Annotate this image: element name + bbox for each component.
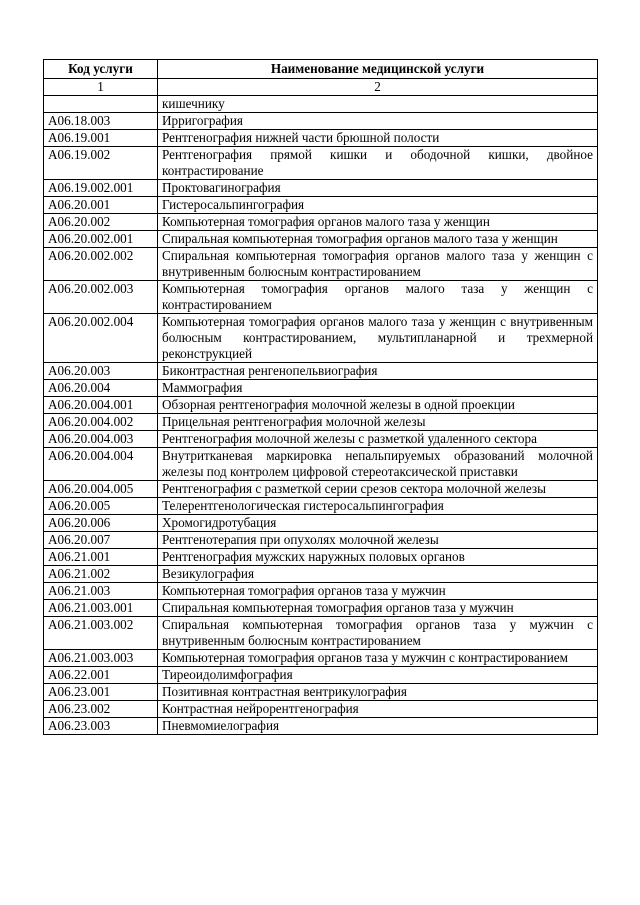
table-row — [44, 566, 598, 583]
service-name: Контрастная нейрорентгенография — [158, 701, 598, 718]
table-row — [44, 414, 598, 431]
service-code: A06.23.001 — [44, 684, 158, 701]
service-code: A06.21.003.002 — [44, 617, 158, 650]
service-code: A06.20.003 — [44, 363, 158, 380]
table-row — [44, 113, 598, 130]
service-name: Телерентгенологическая гистеросальпингография — [158, 498, 598, 515]
table-row — [44, 147, 598, 180]
service-name: Компьютерная томография органов таза у мужчин — [158, 583, 598, 600]
service-name: Маммография — [158, 380, 598, 397]
service-name: кишечнику — [158, 96, 598, 113]
table-row — [44, 515, 598, 532]
service-name: Компьютерная томография органов малого таза у женщин с внутривенным болюсным контрастированием, мультипланарной и трехмерной реконструкцией — [158, 314, 598, 363]
table-body — [44, 96, 598, 735]
service-code: A06.20.004.004 — [44, 448, 158, 481]
service-name: Рентгенография прямой кишки и ободочной кишки, двойное контрастирование — [158, 147, 598, 180]
service-name: Компьютерная томография органов таза у мужчин с контрастированием — [158, 650, 598, 667]
table-row — [44, 314, 598, 363]
service-code: A06.20.004 — [44, 380, 158, 397]
service-code: A06.21.003.003 — [44, 650, 158, 667]
service-name: Пневмомиелография — [158, 718, 598, 735]
table-row — [44, 248, 598, 281]
table-row — [44, 583, 598, 600]
service-name: Спиральная компьютерная томография органов малого таза у женщин — [158, 231, 598, 248]
service-name: Биконтрастная ренгенопельвиография — [158, 363, 598, 380]
service-code: A06.20.002 — [44, 214, 158, 231]
service-name: Везикулография — [158, 566, 598, 583]
service-code: A06.20.007 — [44, 532, 158, 549]
service-name: Гистеросальпингография — [158, 197, 598, 214]
service-code: A06.20.001 — [44, 197, 158, 214]
table-row — [44, 650, 598, 667]
service-name: Ирригография — [158, 113, 598, 130]
service-code: A06.19.002 — [44, 147, 158, 180]
table-row — [44, 197, 598, 214]
table-row — [44, 684, 598, 701]
service-code: A06.21.001 — [44, 549, 158, 566]
service-code: A06.23.002 — [44, 701, 158, 718]
column-number-2: 2 — [158, 79, 598, 96]
service-code: A06.20.002.001 — [44, 231, 158, 248]
service-code: A06.22.001 — [44, 667, 158, 684]
table-row — [44, 431, 598, 448]
service-code: A06.21.003.001 — [44, 600, 158, 617]
service-code: A06.19.001 — [44, 130, 158, 147]
service-code: A06.20.002.004 — [44, 314, 158, 363]
table-row — [44, 363, 598, 380]
service-code: A06.20.002.003 — [44, 281, 158, 314]
table-row — [44, 701, 598, 718]
service-name: Рентгенотерапия при опухолях молочной железы — [158, 532, 598, 549]
service-code: A06.20.004.005 — [44, 481, 158, 498]
service-name: Рентгенография с разметкой серии срезов сектора молочной железы — [158, 481, 598, 498]
service-code: A06.19.002.001 — [44, 180, 158, 197]
service-name: Обзорная рентгенография молочной железы в одной проекции — [158, 397, 598, 414]
table-row — [44, 600, 598, 617]
table-row — [44, 617, 598, 650]
table-row — [44, 380, 598, 397]
table-row — [44, 214, 598, 231]
service-code: A06.20.004.001 — [44, 397, 158, 414]
table-row — [44, 549, 598, 566]
service-name: Хромогидротубация — [158, 515, 598, 532]
table-row — [44, 718, 598, 735]
service-name: Позитивная контрастная вентрикулография — [158, 684, 598, 701]
table-row — [44, 498, 598, 515]
service-name: Прицельная рентгенография молочной железы — [158, 414, 598, 431]
service-code: A06.21.003 — [44, 583, 158, 600]
services-table — [43, 59, 598, 735]
column-number-1: 1 — [44, 79, 158, 96]
service-name: Рентгенография мужских наружных половых органов — [158, 549, 598, 566]
table-header-row — [44, 60, 598, 79]
table-row — [44, 448, 598, 481]
table-row — [44, 481, 598, 498]
table-row — [44, 667, 598, 684]
table-row — [44, 130, 598, 147]
service-code: A06.20.002.002 — [44, 248, 158, 281]
column-header-code: Код услуги — [44, 60, 158, 79]
service-name: Внутритканевая маркировка непальпируемых образований молочной железы под контролем цифровой стереотаксической приставки — [158, 448, 598, 481]
table-row — [44, 180, 598, 197]
service-name: Компьютерная томография органов малого таза у женщин с контрастированием — [158, 281, 598, 314]
service-name: Тиреоидолимфография — [158, 667, 598, 684]
service-name: Рентгенография нижней части брюшной полости — [158, 130, 598, 147]
service-code — [44, 96, 158, 113]
table-row — [44, 96, 598, 113]
service-code: A06.20.006 — [44, 515, 158, 532]
service-code: A06.23.003 — [44, 718, 158, 735]
table-row — [44, 532, 598, 549]
service-name: Спиральная компьютерная томография органов малого таза у женщин с внутривенным болюсным контрастированием — [158, 248, 598, 281]
service-code: A06.21.002 — [44, 566, 158, 583]
service-code: A06.20.004.002 — [44, 414, 158, 431]
column-numbers-row — [44, 79, 598, 96]
table-row — [44, 397, 598, 414]
table-row — [44, 281, 598, 314]
service-name: Спиральная компьютерная томография органов таза у мужчин — [158, 600, 598, 617]
service-code: A06.20.004.003 — [44, 431, 158, 448]
service-code: A06.18.003 — [44, 113, 158, 130]
column-header-name: Наименование медицинской услуги — [158, 60, 598, 79]
table-row — [44, 231, 598, 248]
service-name: Рентгенография молочной железы с разметкой удаленного сектора — [158, 431, 598, 448]
service-name: Спиральная компьютерная томография органов таза у мужчин с внутривенным болюсным контрастированием — [158, 617, 598, 650]
service-name: Компьютерная томография органов малого таза у женщин — [158, 214, 598, 231]
document-page — [43, 59, 597, 735]
service-code: A06.20.005 — [44, 498, 158, 515]
service-name: Проктовагинография — [158, 180, 598, 197]
